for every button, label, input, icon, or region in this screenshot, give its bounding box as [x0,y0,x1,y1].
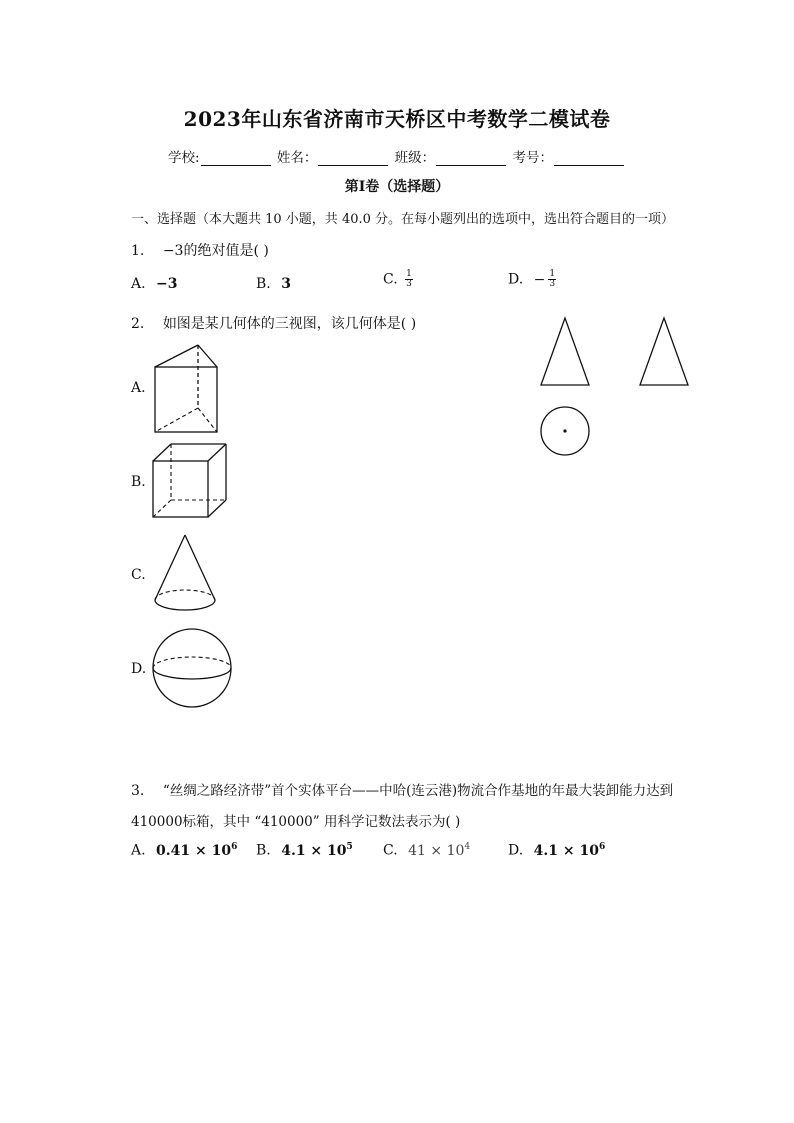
q1-option-c[interactable] [383,270,413,289]
fraction-numerator: 1 [406,269,412,279]
question-number: 1. [131,243,145,259]
question-number: 2. [131,316,145,332]
question-stem: −3的绝对值是( ) [162,243,269,259]
front-view-triangle [541,318,589,385]
side-view-triangle [640,318,688,385]
option-label: D. [131,661,147,677]
q3-option-b[interactable] [256,842,353,859]
top-view-center-dot [563,429,566,432]
cone-figure [150,532,220,614]
fraction-denominator: 3 [549,279,556,289]
fraction-numerator: 1 [549,269,556,279]
option-label: C. [383,842,398,859]
part-heading: 第Ⅰ卷（选择题） [344,179,450,195]
option-label: A. [131,276,146,292]
q2-option-a[interactable] [131,380,146,396]
exam-number-label: 考号： [512,150,553,166]
option-exponent: 6 [598,842,606,852]
three-views-figure [535,315,695,460]
question-2 [131,313,416,333]
option-exponent: 4 [464,842,471,852]
option-exponent: 6 [231,842,238,852]
option-label: B. [131,474,146,490]
name-label: 姓名： [276,150,318,166]
option-base: 0.41 × 10 [156,842,232,859]
fraction-denominator: 3 [406,279,412,289]
minus-sign: − [533,271,546,288]
q2-option-d[interactable] [131,661,146,677]
q1-option-b[interactable] [256,276,291,292]
student-info-line [0,146,794,166]
question-stem-line-2: 410000标箱，其中 “410000” 用科学记数法表示为( ) [131,814,461,830]
question-stem-line-1: “丝绸之路经济带”首个实体平台——中哈(连云港)物流合作基地的年最大装卸能力达到 [162,783,674,799]
q2-option-b[interactable] [131,474,146,490]
q3-option-a[interactable] [131,842,237,859]
q2-option-c[interactable] [131,567,146,583]
option-exponent: 5 [346,842,353,852]
option-text: 3 [281,276,291,292]
school-blank[interactable] [201,151,271,166]
option-label: D. [508,271,524,288]
q3-option-d[interactable] [508,842,605,859]
option-label: D. [508,842,524,859]
section-heading: 一、选择题（本大题共 10 小题，共 40.0 分。在每小题列出的选项中，选出符合题目的一项） [131,212,675,227]
class-blank[interactable] [436,151,506,166]
option-label: C. [131,567,146,583]
option-base: 4.1 × 10 [281,842,347,859]
q1-option-a[interactable] [131,276,178,292]
question-number: 3. [131,783,145,799]
option-base: 41 × 10 [408,842,465,859]
fraction [405,270,413,289]
question-3 [131,779,673,799]
exam-title: 2023年山东省济南市天桥区中考数学二模试卷 [183,107,611,131]
q1-option-d[interactable] [508,270,556,289]
class-label: 班级： [394,150,436,166]
option-label: B. [256,842,271,859]
school-label: 学校: [168,150,200,166]
option-text: −3 [156,276,178,292]
cube-figure [150,442,230,522]
triangular-prism-figure [150,343,225,435]
q3-option-c[interactable] [383,842,470,859]
option-label: C. [383,271,398,288]
question-stem: 如图是某几何体的三视图，该几何体是( ) [162,316,417,332]
option-label: B. [256,276,271,292]
option-label: A. [131,842,146,859]
name-blank[interactable] [318,151,388,166]
exam-number-blank[interactable] [554,151,624,166]
option-label: A. [131,380,146,396]
sphere-figure [150,626,236,712]
question-1 [131,240,269,260]
fraction [548,270,556,289]
option-base: 4.1 × 10 [533,842,599,859]
